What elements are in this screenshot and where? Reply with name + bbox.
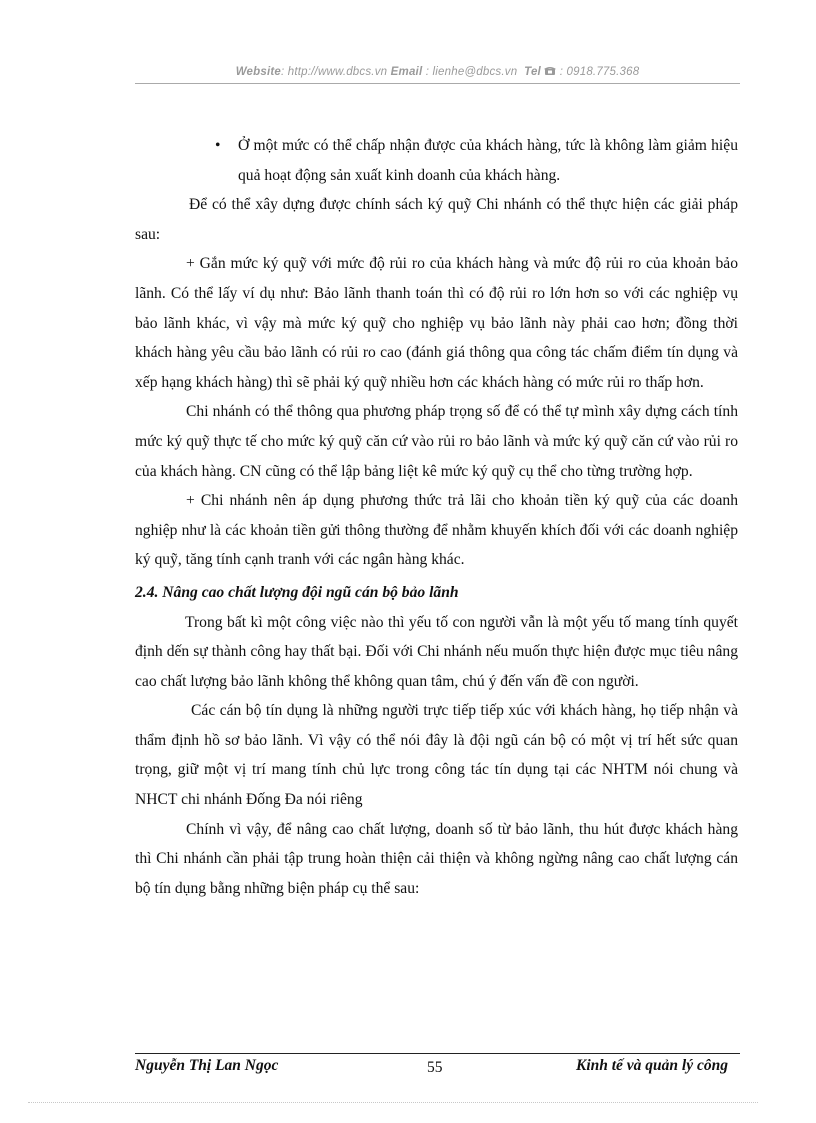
paragraph-2: + Gắn mức ký quỹ với mức độ rủi ro của khách hàng và mức độ rủi ro của khoản bảo lãnh. Có thể lấy ví dụ như: Bảo lãnh thanh toán thì có độ rủi ro lớn hơn so với các nghiệp vụ bảo lãnh khác, vì vậy mà mức ký quỹ cho nghiệp vụ bảo lãnh này phải cao hơn; đồng thời khách hàng yêu cầu bảo lãnh có rủi ro cao (đánh giá thông qua công tác chấm điểm tín dụng và xếp hạng khách hàng) thì sẽ phải ký quỹ nhiều hơn các khách hàng có mức rủi ro thấp hơn. [135,255,738,391]
page-number: 55 [427,1059,443,1076]
paragraph-5: Trong bất kì một công việc nào thì yếu tố con người vẫn là một yếu tố mang tính quyết định dến sự thành công hay thất bại. Đối với Chi nhánh nếu muốn thực hiện được mục tiêu nâng cao chất lượng bảo lãnh không thể không quan tâm, chú ý đến vấn đề con người. [135,613,738,690]
footer-rule [135,1053,740,1054]
bullet-text: Ở một mức có thể chấp nhận được của khách hàng, tức là không làm giảm hiệu quả hoạt động sản xuất kinh doanh của khách hàng. [238,137,738,184]
phone-icon [544,66,559,78]
bullet-item [135,131,738,190]
page-header [135,66,740,78]
header-rule [135,83,740,84]
tel-value: : 0918.775.368 [559,66,640,78]
tel-label: Tel [524,66,541,78]
page-bottom-divider [28,1102,758,1103]
website-label: Website [235,66,281,78]
page-body [135,131,738,903]
paragraph-7: Chính vì vậy, để nâng cao chất lượng, doanh số từ bảo lãnh, thu hút được khách hàng thì Chi nhánh cần phải tập trung hoàn thiện cải thiện và không ngừng nâng cao chất lượng cán bộ tín dụng bằng những biện pháp cụ thể sau: [135,820,738,897]
footer-department: Kinh tế và quản lý công [575,1057,728,1074]
paragraph-4: + Chi nhánh nên áp dụng phương thức trả lãi cho khoản tiền ký quỹ của các doanh nghiệp như là các khoản tiền gửi thông thường để nhằm khuyến khích đối với các doanh nghiệp ký quỹ, tăng tính cạnh tranh với các ngân hàng khác. [135,492,738,569]
paragraph-1: Để có thể xây dựng được chính sách ký quỹ Chi nhánh có thể thực hiện các giải pháp sau: [135,196,738,243]
paragraph-6: Các cán bộ tín dụng là những người trực tiếp tiếp xúc với khách hàng, họ tiếp nhận và thẩm định hồ sơ bảo lãnh. Vì vậy có thể nói đây là đội ngũ cán bộ có một vị trí hết sức quan trọng, giữ một vị trí mang tính chủ lực trong công tác tín dụng tại các NHTM nói chung và NHCT chi nhánh Đống Đa nói riêng [135,702,738,809]
paragraph-3: Chi nhánh có thể thông qua phương pháp trọng số để có thể tự mình xây dựng cách tính mức ký quỹ thực tế cho mức ký quỹ căn cứ vào rủi ro bảo lãnh và mức ký quỹ căn cứ vào rủi ro của khách hàng. CN cũng có thể lập bảng liệt kê mức ký quỹ cụ thể cho từng trường hợp. [135,403,738,480]
footer-author: Nguyễn Thị Lan Ngọc [135,1057,279,1074]
page-footer [135,1057,740,1081]
website-value: : http://www.dbcs.vn [280,66,388,78]
section-heading: 2.4. Nâng cao chất lượng đội ngũ cán bộ bảo lãnh [135,583,459,601]
bullet-dot-icon: • [215,137,221,154]
email-label: Email [390,66,423,78]
email-value: : lienhe@dbcs.vn [422,66,518,78]
